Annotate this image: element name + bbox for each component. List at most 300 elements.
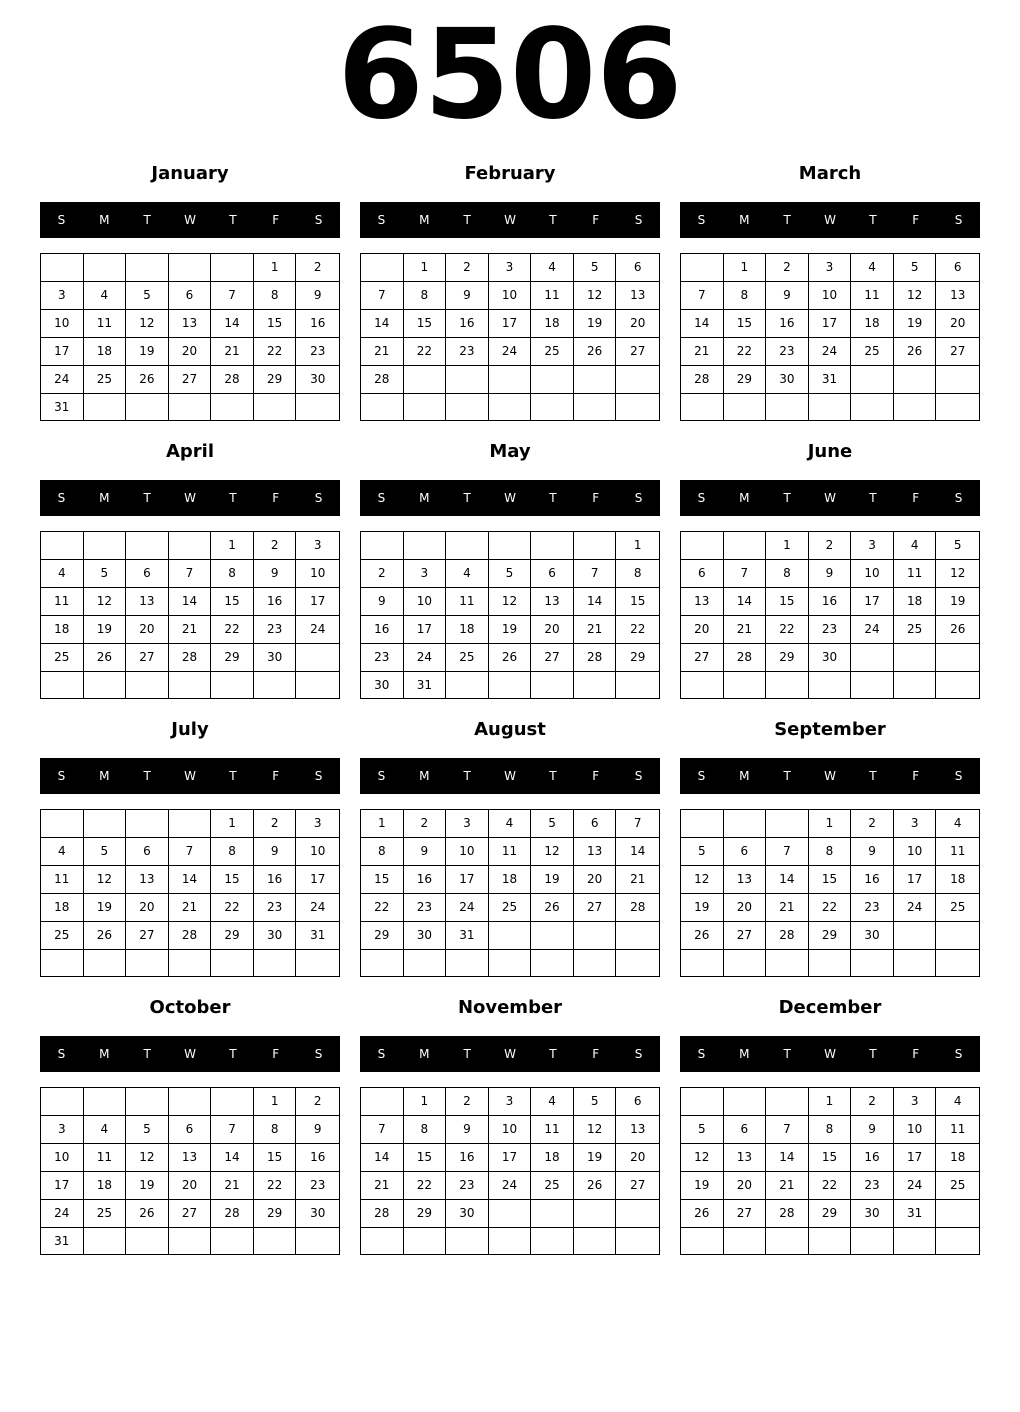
day-cell: 30 — [296, 366, 339, 394]
empty-day-cell — [41, 254, 84, 282]
weekday-label: M — [99, 1047, 110, 1061]
day-cell: 16 — [404, 866, 447, 894]
day-cell: 2 — [296, 1088, 339, 1116]
day-cell: 23 — [254, 894, 297, 922]
day-cell: 18 — [446, 616, 489, 644]
day-grid — [680, 253, 980, 421]
day-cell: 10 — [296, 560, 339, 588]
empty-day-cell — [766, 672, 809, 698]
day-cell: 31 — [809, 366, 852, 394]
weekday-label: S — [57, 1047, 66, 1061]
weekday-label: T — [463, 769, 471, 783]
day-cell: 13 — [169, 1144, 212, 1172]
empty-day-cell — [84, 394, 127, 421]
day-cell: 31 — [446, 922, 489, 950]
month-april — [40, 440, 340, 700]
empty-day-cell — [936, 922, 979, 950]
day-cell: 13 — [681, 588, 724, 616]
day-cell: 26 — [531, 894, 574, 922]
day-cell: 16 — [851, 1144, 894, 1172]
day-cell: 6 — [169, 282, 212, 310]
day-cell: 21 — [211, 338, 254, 366]
weekday-label: M — [419, 213, 430, 227]
day-cell: 31 — [41, 1228, 84, 1255]
weekday-label: M — [99, 491, 110, 505]
day-cell: 26 — [574, 1172, 617, 1200]
day-cell: 26 — [681, 1200, 724, 1228]
weekday-label: S — [634, 769, 643, 783]
day-cell: 30 — [809, 644, 852, 672]
day-cell: 30 — [254, 644, 297, 672]
day-cell: 27 — [724, 922, 767, 950]
day-cell: 15 — [404, 1144, 447, 1172]
day-cell: 4 — [41, 838, 84, 866]
day-cell: 7 — [211, 1116, 254, 1144]
day-cell: 5 — [126, 282, 169, 310]
month-name: January — [151, 163, 229, 184]
weekday-label: S — [314, 769, 323, 783]
day-cell: 3 — [489, 254, 532, 282]
day-cell: 26 — [574, 338, 617, 366]
day-cell: 22 — [211, 894, 254, 922]
day-cell: 28 — [616, 894, 659, 922]
day-cell: 25 — [41, 922, 84, 950]
day-cell: 8 — [766, 560, 809, 588]
day-cell: 5 — [574, 1088, 617, 1116]
day-cell: 11 — [41, 866, 84, 894]
empty-day-cell — [254, 1228, 297, 1255]
empty-day-cell — [169, 950, 212, 976]
weekday-label: M — [99, 213, 110, 227]
day-cell: 29 — [809, 1200, 852, 1228]
weekday-label: M — [419, 491, 430, 505]
empty-day-cell — [681, 254, 724, 282]
empty-day-cell — [936, 644, 979, 672]
day-cell: 29 — [766, 644, 809, 672]
day-cell: 9 — [296, 1116, 339, 1144]
day-cell: 3 — [894, 1088, 937, 1116]
month-name: April — [165, 441, 215, 462]
day-cell: 13 — [169, 310, 212, 338]
empty-day-cell — [84, 950, 127, 976]
day-cell: 14 — [724, 588, 767, 616]
weekday-label: W — [504, 213, 516, 227]
day-grid — [360, 253, 660, 421]
empty-day-cell — [531, 672, 574, 699]
day-cell: 3 — [296, 810, 339, 838]
empty-day-cell — [574, 1228, 617, 1254]
empty-day-cell — [894, 366, 937, 394]
empty-day-cell — [41, 950, 84, 976]
day-cell: 6 — [574, 810, 617, 838]
empty-day-cell — [574, 532, 617, 560]
empty-day-cell — [936, 950, 979, 976]
day-cell: 12 — [574, 282, 617, 310]
day-cell: 6 — [681, 560, 724, 588]
day-cell: 13 — [574, 838, 617, 866]
day-cell: 24 — [851, 616, 894, 644]
day-cell: 12 — [936, 560, 979, 588]
day-cell: 10 — [41, 1144, 84, 1172]
day-grid — [360, 531, 660, 699]
day-cell: 14 — [616, 838, 659, 866]
empty-day-cell — [296, 1228, 339, 1255]
day-cell: 26 — [489, 644, 532, 672]
day-cell: 8 — [254, 1116, 297, 1144]
day-cell: 29 — [361, 922, 404, 950]
empty-day-cell — [531, 1200, 574, 1228]
day-cell: 7 — [616, 810, 659, 838]
day-cell: 22 — [404, 338, 447, 366]
empty-day-cell — [851, 644, 894, 672]
day-cell: 17 — [489, 1144, 532, 1172]
month-name: December — [778, 997, 882, 1018]
day-cell: 2 — [254, 810, 297, 838]
empty-day-cell — [361, 1228, 404, 1254]
empty-day-cell — [361, 394, 404, 420]
empty-day-cell — [41, 672, 84, 698]
day-cell: 25 — [936, 894, 979, 922]
day-cell: 21 — [169, 616, 212, 644]
weekday-label: T — [549, 491, 557, 505]
day-cell: 25 — [851, 338, 894, 366]
month-march — [680, 162, 980, 422]
day-cell: 8 — [616, 560, 659, 588]
day-cell: 20 — [724, 1172, 767, 1200]
weekday-label: T — [229, 213, 237, 227]
day-cell: 10 — [894, 1116, 937, 1144]
day-cell: 22 — [361, 894, 404, 922]
day-cell: 27 — [126, 922, 169, 950]
day-cell: 11 — [84, 310, 127, 338]
day-cell: 30 — [254, 922, 297, 950]
weekday-header — [360, 758, 660, 794]
day-cell: 4 — [84, 282, 127, 310]
day-cell: 27 — [936, 338, 979, 366]
weekday-label: T — [869, 769, 877, 783]
weekday-label: S — [697, 491, 706, 505]
day-cell: 19 — [84, 894, 127, 922]
day-grid — [680, 809, 980, 977]
day-cell: 29 — [404, 1200, 447, 1228]
empty-day-cell — [126, 394, 169, 421]
day-cell: 2 — [446, 254, 489, 282]
day-cell: 16 — [766, 310, 809, 338]
day-cell: 23 — [851, 894, 894, 922]
month-june — [680, 440, 980, 700]
empty-day-cell — [84, 254, 127, 282]
day-cell: 1 — [404, 1088, 447, 1116]
day-cell: 12 — [84, 866, 127, 894]
day-cell: 9 — [361, 588, 404, 616]
weekday-header — [40, 480, 340, 516]
day-cell: 23 — [254, 616, 297, 644]
weekday-label: S — [377, 769, 386, 783]
empty-day-cell — [446, 950, 489, 976]
day-cell: 1 — [211, 810, 254, 838]
month-january — [40, 162, 340, 422]
empty-day-cell — [936, 1200, 979, 1228]
day-cell: 10 — [404, 588, 447, 616]
day-cell: 23 — [446, 1172, 489, 1200]
day-cell: 4 — [851, 254, 894, 282]
empty-day-cell — [574, 922, 617, 950]
weekday-header — [680, 1036, 980, 1072]
day-cell: 3 — [404, 560, 447, 588]
day-cell: 15 — [361, 866, 404, 894]
month-february — [360, 162, 660, 422]
day-cell: 11 — [84, 1144, 127, 1172]
day-cell: 19 — [574, 1144, 617, 1172]
weekday-label: W — [824, 1047, 836, 1061]
day-grid — [360, 1087, 660, 1255]
day-cell: 20 — [574, 866, 617, 894]
day-cell: 28 — [766, 922, 809, 950]
day-cell: 16 — [254, 588, 297, 616]
empty-day-cell — [489, 950, 532, 976]
empty-day-cell — [84, 1228, 127, 1255]
empty-day-cell — [211, 394, 254, 421]
empty-day-cell — [809, 672, 852, 698]
day-cell: 8 — [211, 560, 254, 588]
day-cell: 16 — [361, 616, 404, 644]
day-cell: 21 — [766, 1172, 809, 1200]
empty-day-cell — [254, 950, 297, 976]
day-cell: 1 — [809, 1088, 852, 1116]
day-cell: 18 — [489, 866, 532, 894]
day-cell: 10 — [489, 1116, 532, 1144]
empty-day-cell — [404, 532, 447, 560]
empty-day-cell — [296, 672, 339, 698]
day-cell: 19 — [489, 616, 532, 644]
empty-day-cell — [169, 1228, 212, 1255]
empty-day-cell — [254, 394, 297, 421]
month-september — [680, 718, 980, 978]
weekday-label: T — [463, 213, 471, 227]
day-cell: 5 — [84, 560, 127, 588]
day-cell: 9 — [851, 1116, 894, 1144]
day-cell: 12 — [126, 1144, 169, 1172]
weekday-label: S — [954, 491, 963, 505]
empty-day-cell — [766, 394, 809, 420]
weekday-label: M — [739, 491, 750, 505]
day-cell: 9 — [446, 1116, 489, 1144]
empty-day-cell — [681, 1088, 724, 1116]
month-name: February — [464, 163, 556, 184]
day-cell: 19 — [84, 616, 127, 644]
empty-day-cell — [404, 366, 447, 394]
day-cell: 3 — [809, 254, 852, 282]
empty-day-cell — [894, 922, 937, 950]
day-cell: 20 — [531, 616, 574, 644]
day-cell: 16 — [254, 866, 297, 894]
day-cell: 24 — [296, 894, 339, 922]
day-cell: 14 — [211, 1144, 254, 1172]
day-cell: 3 — [41, 1116, 84, 1144]
day-cell: 8 — [361, 838, 404, 866]
day-cell: 21 — [766, 894, 809, 922]
empty-day-cell — [616, 922, 659, 950]
weekday-label: W — [824, 769, 836, 783]
day-cell: 22 — [809, 1172, 852, 1200]
day-cell: 24 — [894, 1172, 937, 1200]
empty-day-cell — [766, 950, 809, 976]
day-cell: 3 — [296, 532, 339, 560]
day-cell: 22 — [766, 616, 809, 644]
day-cell: 14 — [169, 588, 212, 616]
day-cell: 18 — [936, 866, 979, 894]
day-cell: 18 — [531, 310, 574, 338]
day-cell: 7 — [211, 282, 254, 310]
empty-day-cell — [851, 672, 894, 698]
day-cell: 24 — [41, 1200, 84, 1228]
day-cell: 26 — [681, 922, 724, 950]
day-cell: 22 — [616, 616, 659, 644]
day-cell: 25 — [531, 1172, 574, 1200]
day-cell: 17 — [404, 616, 447, 644]
empty-day-cell — [936, 366, 979, 394]
day-cell: 12 — [574, 1116, 617, 1144]
empty-day-cell — [851, 366, 894, 394]
day-cell: 30 — [766, 366, 809, 394]
weekday-label: T — [143, 1047, 151, 1061]
weekday-header — [680, 202, 980, 238]
weekday-label: S — [314, 1047, 323, 1061]
day-cell: 15 — [766, 588, 809, 616]
day-cell: 13 — [616, 282, 659, 310]
day-cell: 21 — [211, 1172, 254, 1200]
weekday-label: M — [99, 769, 110, 783]
day-grid — [40, 1087, 340, 1255]
empty-day-cell — [169, 394, 212, 421]
day-cell: 14 — [766, 1144, 809, 1172]
day-cell: 15 — [809, 866, 852, 894]
day-cell: 4 — [936, 1088, 979, 1116]
empty-day-cell — [616, 672, 659, 699]
day-cell: 16 — [809, 588, 852, 616]
empty-day-cell — [126, 1228, 169, 1255]
weekday-label: F — [592, 769, 600, 783]
empty-day-cell — [724, 1228, 767, 1254]
day-cell: 30 — [361, 672, 404, 699]
empty-day-cell — [616, 366, 659, 394]
day-cell: 23 — [296, 1172, 339, 1200]
weekday-label: S — [314, 491, 323, 505]
day-cell: 27 — [126, 644, 169, 672]
day-cell: 25 — [489, 894, 532, 922]
day-cell: 18 — [531, 1144, 574, 1172]
day-cell: 15 — [211, 866, 254, 894]
day-cell: 17 — [41, 338, 84, 366]
weekday-label: T — [783, 491, 791, 505]
day-cell: 9 — [404, 838, 447, 866]
day-cell: 13 — [616, 1116, 659, 1144]
day-cell: 17 — [41, 1172, 84, 1200]
day-cell: 11 — [936, 1116, 979, 1144]
day-cell: 28 — [361, 1200, 404, 1228]
day-cell: 27 — [616, 1172, 659, 1200]
empty-day-cell — [211, 672, 254, 698]
empty-day-cell — [681, 532, 724, 560]
day-cell: 29 — [254, 1200, 297, 1228]
empty-day-cell — [616, 1228, 659, 1254]
day-cell: 23 — [446, 338, 489, 366]
weekday-label: F — [592, 1047, 600, 1061]
weekday-label: F — [272, 1047, 280, 1061]
empty-day-cell — [361, 1088, 404, 1116]
day-cell: 16 — [296, 1144, 339, 1172]
month-may — [360, 440, 660, 700]
day-cell: 29 — [809, 922, 852, 950]
day-cell: 31 — [404, 672, 447, 699]
empty-day-cell — [766, 1228, 809, 1254]
empty-day-cell — [724, 394, 767, 420]
day-cell: 12 — [489, 588, 532, 616]
day-cell: 12 — [84, 588, 127, 616]
day-cell: 7 — [766, 1116, 809, 1144]
weekday-label: W — [184, 213, 196, 227]
empty-day-cell — [446, 366, 489, 394]
empty-day-cell — [404, 950, 447, 976]
weekday-label: S — [57, 491, 66, 505]
empty-day-cell — [681, 672, 724, 698]
day-cell: 11 — [446, 588, 489, 616]
empty-day-cell — [724, 672, 767, 698]
day-cell: 4 — [446, 560, 489, 588]
empty-day-cell — [361, 254, 404, 282]
day-cell: 11 — [531, 1116, 574, 1144]
day-cell: 22 — [809, 894, 852, 922]
empty-day-cell — [84, 532, 127, 560]
day-cell: 22 — [254, 338, 297, 366]
day-cell: 5 — [681, 838, 724, 866]
day-cell: 30 — [404, 922, 447, 950]
day-cell: 13 — [724, 866, 767, 894]
day-cell: 24 — [404, 644, 447, 672]
empty-day-cell — [169, 532, 212, 560]
empty-day-cell — [296, 644, 339, 672]
weekday-label: S — [954, 213, 963, 227]
day-grid — [40, 253, 340, 421]
day-cell: 2 — [851, 810, 894, 838]
day-cell: 17 — [894, 866, 937, 894]
weekday-header — [680, 480, 980, 516]
month-name: October — [149, 997, 231, 1018]
day-cell: 5 — [936, 532, 979, 560]
weekday-label: T — [869, 491, 877, 505]
weekday-label: T — [869, 1047, 877, 1061]
weekday-label: S — [697, 769, 706, 783]
weekday-label: S — [697, 1047, 706, 1061]
day-cell: 29 — [254, 366, 297, 394]
day-cell: 3 — [41, 282, 84, 310]
day-cell: 13 — [936, 282, 979, 310]
day-cell: 14 — [681, 310, 724, 338]
day-cell: 17 — [446, 866, 489, 894]
weekday-label: F — [272, 769, 280, 783]
day-cell: 4 — [531, 254, 574, 282]
day-cell: 29 — [211, 644, 254, 672]
day-cell: 4 — [531, 1088, 574, 1116]
day-cell: 15 — [809, 1144, 852, 1172]
empty-day-cell — [446, 532, 489, 560]
empty-day-cell — [894, 1228, 937, 1254]
month-october — [40, 996, 340, 1256]
day-cell: 6 — [616, 1088, 659, 1116]
empty-day-cell — [574, 672, 617, 699]
empty-day-cell — [404, 1228, 447, 1254]
empty-day-cell — [936, 672, 979, 698]
